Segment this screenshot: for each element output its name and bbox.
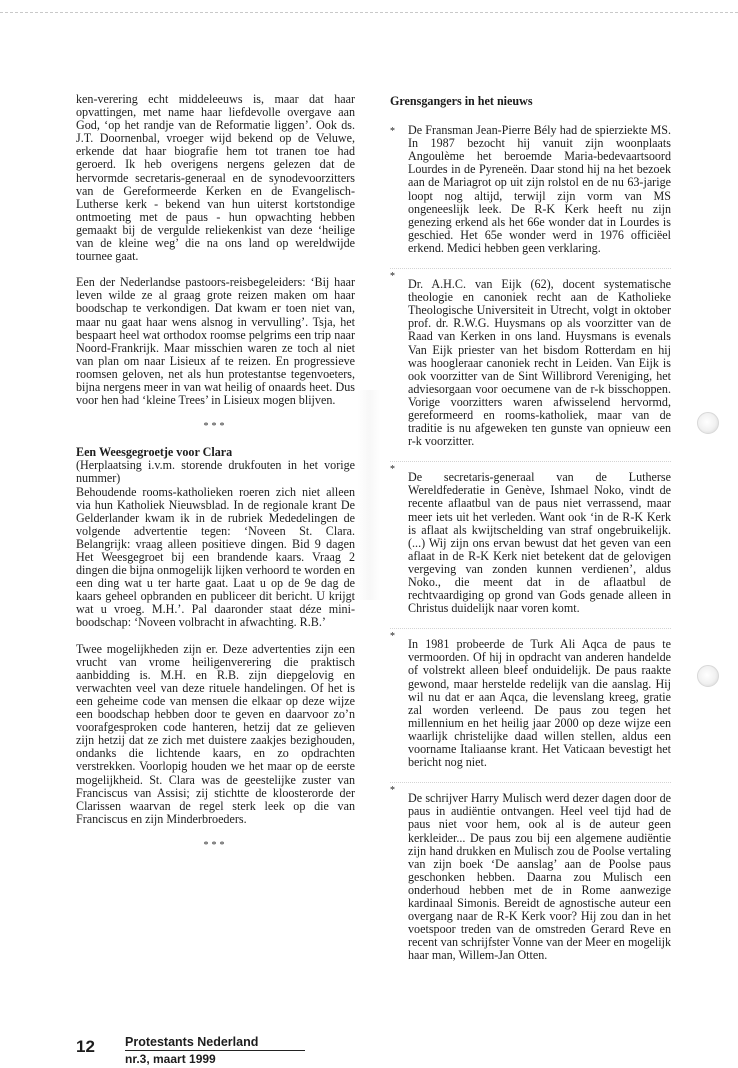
news-item [390,268,671,448]
bullet-asterisk: * [390,631,395,643]
section-separator: *** [203,421,228,433]
news-item-text: De Fransman Jean-Pierre Bély had de spierziekte MS. In 1987 bezocht hij vanuit zijn woonplaats Angoulème het beroemde Maria-bedevaartsoord Lourdes in de Pyreneën. Daar stond hij na het bezoek aan de Mariagrot op uit zijn rolstol en de nu 63-jarige loopt nog altijd, terwijl zijn vorm van MS ongeneeslijk leek. De R-K Kerk heeft nu zijn genezing erkend als het 66e wonder dat in Lourdes is geschied. Het 65e wonder werd in 1976 officiëel erkend. Medici hebben geen verklaring. [408,123,671,255]
news-item-text: De schrijver Harry Mulisch werd dezer dagen door de paus in audiëntie ontvangen. Heel veel tijd had de paus niet voor hem, ook al is de auteur geen kerkleider... De paus zou bij een algemene audiëntie zijn hand drukken en Mulisch zou de Poolse vertaling van zijn boek ‘De aanslag’ aan de Poolse paus geschonken hebben. Daarna zou Mulisch een onderhoud hebben met de in Rome aanwezige kardinaal Simonis. Bereidt de agnostische auteur een overgang naar de R-K Kerk voor? Hij zou dan in het voetspoor treden van de omstreden Gerard Reve en recent van schrijfster Vonne van der Meer en mogelijk haar man, Willem-Jan Otten. [408,791,671,963]
column-heading: Grensgangers in het nieuws [390,94,533,108]
bullet-asterisk: * [390,271,395,283]
scan-scuff-mark [357,390,381,600]
news-item [390,461,671,615]
page-top-rule [0,12,738,13]
news-item-text: De secretaris-generaal van de Lutherse Wereldfederatie in Genève, Ishmael Noko, vindt de recente aflaatbul van de paus niet verrassend, maar meer iets uit het verleden. Want ook ‘in de R-K Kerk is aflaat als kwijtschelding van straf ongebruikelijk. (...) Wij zijn ons ervan bewust dat het geven van een aflaat in de R-K Kerk niet betekent dat de gelovigen vergeving van zonden kunnen verdienen’, aldus Noko., die meent dat in de aflaatbul de rechtvaardiging op grond van Gods genade alleen in Christus duidelijk naar voren komt. [408,470,671,616]
issue-label: nr.3, maart 1999 [125,1052,216,1066]
section-title: Een Weesgegroetje voor Clara [76,445,233,460]
right-column [390,95,671,975]
section-separator: *** [203,839,228,851]
punch-hole [697,665,719,687]
punch-hole [697,412,719,434]
bullet-asterisk: * [390,785,395,797]
paragraph-reisbegeleiders: Een der Nederlandse pastoors-reisbegeleiders: ‘Bij haar leven wilde ze al graag grote reizen maken om haar boodschap te verkondigen. Dat kwam er toen niet van, maar nu gaat haar wens alsnog in vervulling’. Tsja, het bespaart heel wat orthodox roomse pelgrims een trip naar Noord-Frankrijk. Maar misschien waren ze toch al niet van plan om naar Lisieux af te reizen. En progressieve roomsen geloven, net als hun protestantse tegenvoeters, bijna nergens meer in van wat heilig of onaards heet. Dus voor hen had ‘kleine Trees’ in Lisieux mogen blijven. [76,275,355,408]
publication-title: Protestants Nederland [125,1035,305,1051]
news-item [390,628,671,769]
page-number: 12 [76,1037,95,1056]
paragraph-mogelijkheden: Twee mogelijkheden zijn er. Deze advertenties zijn een vrucht van vrome heiligenverering die praktisch aanbidding is. M.H. en R.B. zijn diepgelovig en verwachten veel van deze rituele handelingen. Of het is een geheime code van mensen die elkaar op deze wijze een boodschap hebben door te geven en daarvoor zo’n voorafgesproken code hanteren, hetzij dat ze gelieven zijn hetzij dat ze zich met duistere zaakjes bezighouden, ondanks die lichtende kaars, en zo opdrachten verstrekken. Voorlopig houden we het maar op de eerste mogelijkheid. St. Clara was de geestelijke zuster van Franciscus van Assisi; zij stichtte de kloosterorde der Clarissen waarvan de regel sterk leek op die van Franciscus en zijn Minderbroeders. [76,641,355,826]
news-item-text: In 1981 probeerde de Turk Ali Aqca de paus te vermoorden. Of hij in opdracht van anderen handelde of volstrekt alleen bleef onduidelijk. De paus raakte gewond, maar herstelde redelijk van die aanslag. Hij wil nu dat er aan Aqca, die levenslang kreeg, gratie zal worden verleend. De paus zou tegen het millennium en het heilig jaar 2000 op deze wijze een waarlijk christelijke daad willen stellen, aldus een voorname Italiaanse krant. Het Vaticaan bevestigt het bericht nog niet. [408,637,671,770]
section-note: (Herplaatsing i.v.m. storende drukfouten in het vorige nummer) [76,458,355,486]
news-item [390,124,671,255]
news-item [390,782,671,962]
footer-masthead [125,1035,305,1066]
left-column [76,93,355,865]
bullet-asterisk: * [390,464,395,476]
bullet-asterisk: * [390,126,395,138]
paragraph-continuation: ken-verering echt middeleeuws is, maar dat haar opvattingen, met name haar liefdevolle overgave aan God, ‘op het randje van de Reformatie liggen’. Ook ds. J.T. Doornenbal, vroeger wijd bekend op de Veluwe, erkende dat haar biografie hem tot tranen toe had geroerd. Ik heb overigens nergens gelezen dat de hervormde secretaris-generaal en de synodevoorzitters van de Gereformeerde Kerken en de Evangelisch-Lutherse kerk - bekend van hun uiterst kortstondige ontmoeting met de paus - hun opwachting hebben gemaakt bij de vergulde reliekenkist van deze ‘heilige van de kleine weg’ die na ons land op wereldwijde tournee gaat. [76,92,355,264]
news-item-text: Dr. A.H.C. van Eijk (62), docent systematische theologie en canoniek recht aan de Katholieke Theologische Universiteit in Utrecht, volgt in oktober prof. dr. R.W.G. Huysmans op als voorzitter van de Raad van Kerken in ons land. Huysmans is evenals Van Eijk priester van het bisdom Rotterdam en hij was hoogleraar canoniek recht in Leiden. Van Eijk is ook voorzitter van de Sint Willibrord Vereniging, het adviesorgaan voor oecumene van de r-k bisschoppen. Vorige voorzitters waren afwisselend hervormd, gereformeerd en rooms-katholiek, maar van de traditie is nu afgeweken ten gunste van opnieuw een r-k voorzitter. [408,277,671,449]
paragraph-advertentie: Behoudende rooms-katholieken roeren zich niet alleen via hun Katholiek Nieuwsblad. In de regionale krant De Gelderlander kwam ik in de rubriek Mededelingen de volgende advertentie tegen: ‘Noveen St. Clara. Belangrijk: vraag alleen positieve dingen. Bid 9 dagen Het Weesgegroet bij een brandende kaars. Vraag 2 dingen die bijna onmogelijk lijken verhoord te worden en een ding wat u ter harte gaat. Laat u op de 9e dag de kaars geheel opbranden en publiceer dit bericht. U krijgt wat u vroeg. M.H.’. Pal daaronder staat déze mini-boodschap: ‘Noveen volbracht in afwachting. R.B.’ [76,484,355,630]
